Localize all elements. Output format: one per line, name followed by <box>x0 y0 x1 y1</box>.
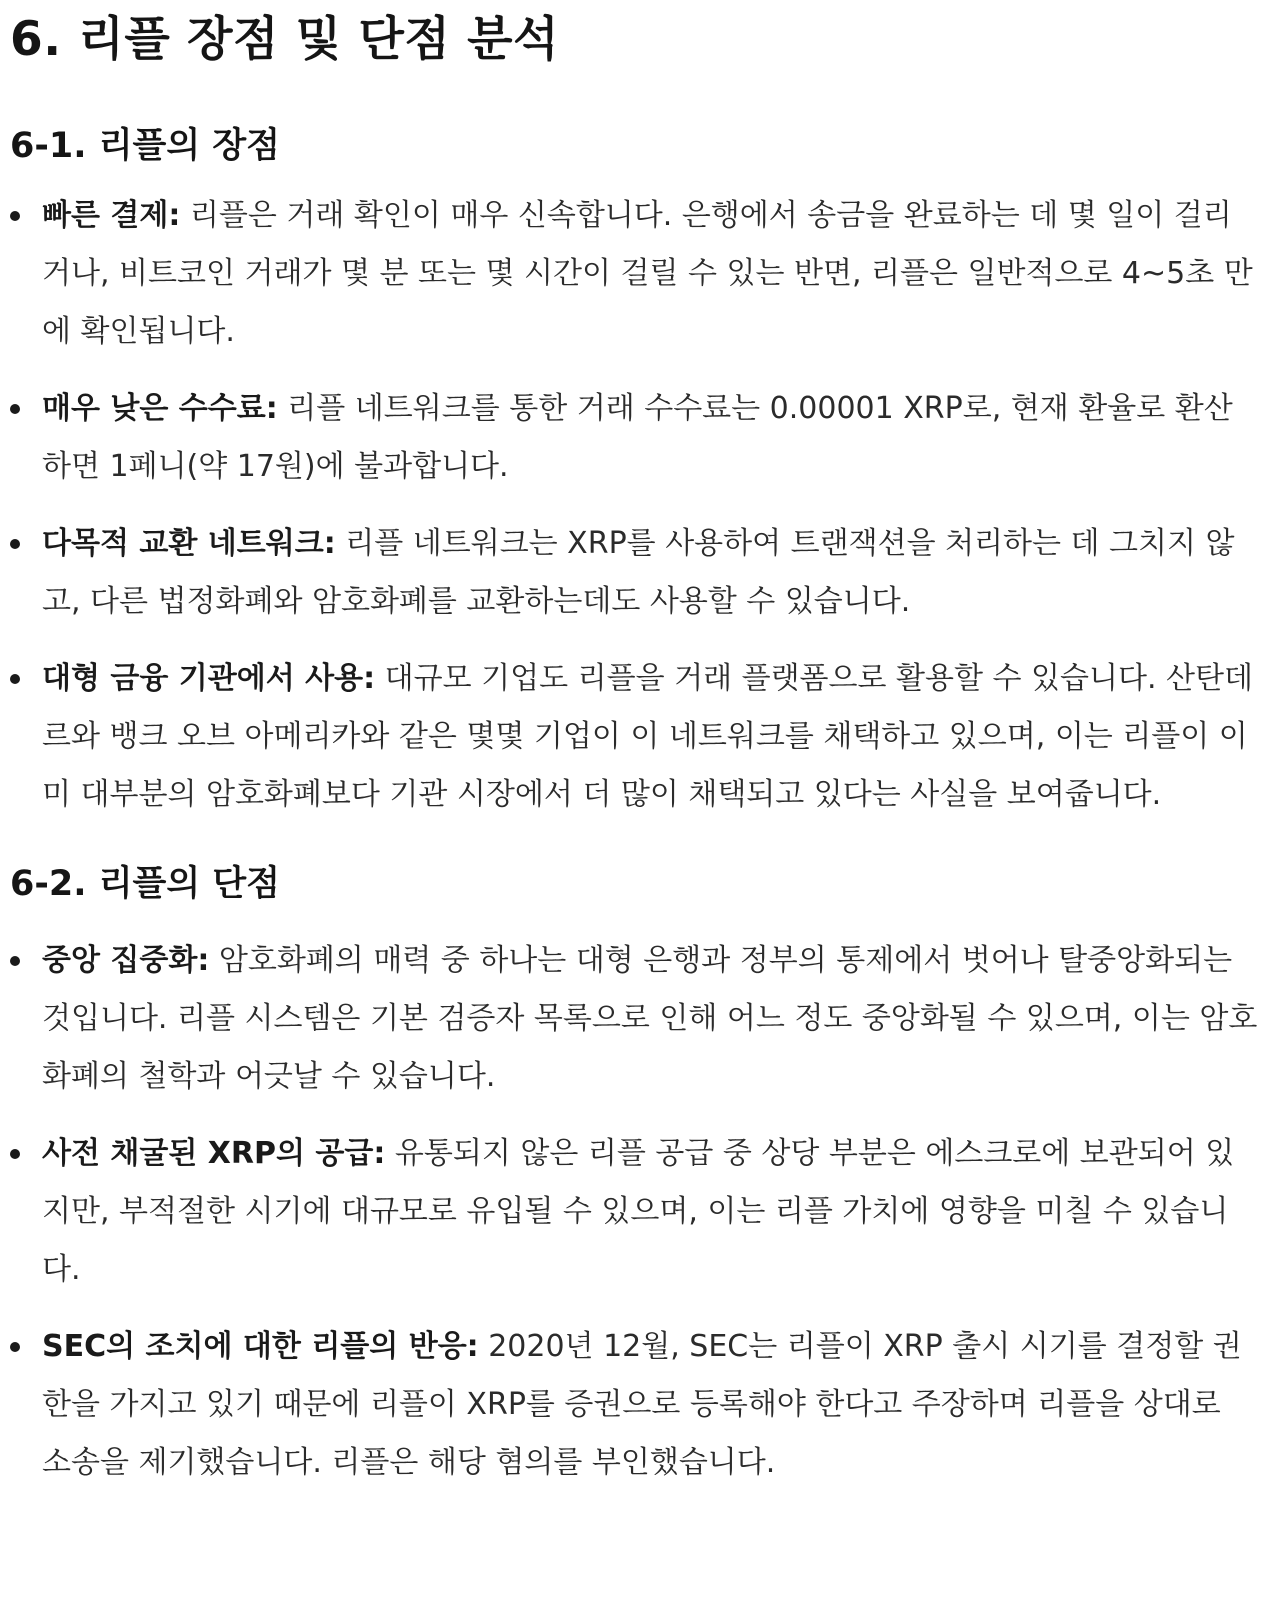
list-item <box>10 515 1259 631</box>
bullet-icon <box>10 539 20 549</box>
section-heading-advantages: 6-1. 리플의 장점 <box>10 126 280 166</box>
list-item <box>10 932 1259 1106</box>
advantages-list <box>10 187 1259 824</box>
list-item <box>10 1318 1259 1492</box>
list-item <box>10 380 1259 496</box>
bullet-icon <box>10 404 20 414</box>
item-text: 리플은 거래 확인이 매우 신속합니다. 은행에서 송금을 완료하는 데 몇 일이 걸리거나, 비트코인 거래가 몇 분 또는 몇 시간이 걸릴 수 있는 반면, 리플은 일반적으로 4~5초 만에 확인됩니다. <box>42 198 1253 349</box>
list-item <box>10 650 1259 824</box>
page-title: 6. 리플 장점 및 단점 분석 <box>10 12 559 67</box>
item-term: 빠른 결제: <box>42 198 181 233</box>
item-term: 대형 금융 기관에서 사용: <box>42 661 376 696</box>
disadvantages-list <box>10 932 1259 1492</box>
bullet-icon <box>10 674 20 684</box>
item-term: 다목적 교환 네트워크: <box>42 526 336 561</box>
list-item <box>10 187 1259 361</box>
item-text: 암호화폐의 매력 중 하나는 대형 은행과 정부의 통제에서 벗어나 탈중앙화되는 것입니다. 리플 시스템은 기본 검증자 목록으로 인해 어느 정도 중앙화될 수 있으며, 이는 암호화폐의 철학과 어긋날 수 있습니다. <box>42 943 1258 1094</box>
item-term: 중앙 집중화: <box>42 943 210 978</box>
item-text: 유통되지 않은 리플 공급 중 상당 부분은 에스크로에 보관되어 있지만, 부적절한 시기에 대규모로 유입될 수 있으며, 이는 리플 가치에 영향을 미칠 수 있습니다. <box>42 1136 1235 1287</box>
item-text: 대규모 기업도 리플을 거래 플랫폼으로 활용할 수 있습니다. 산탄데르와 뱅크 오브 아메리카와 같은 몇몇 기업이 이 네트워크를 채택하고 있으며, 이는 리플이 이미 대부분의 암호화폐보다 기관 시장에서 더 많이 채택되고 있다는 사실을 보여줍니다. <box>42 661 1253 812</box>
bullet-icon <box>10 1342 20 1352</box>
item-text: 리플 네트워크는 XRP를 사용하여 트랜잭션을 처리하는 데 그치지 않고, 다른 법정화폐와 암호화폐를 교환하는데도 사용할 수 있습니다. <box>42 526 1235 619</box>
item-term: 사전 채굴된 XRP의 공급: <box>42 1136 386 1171</box>
bullet-icon <box>10 956 20 966</box>
item-term: SEC의 조치에 대한 리플의 반응: <box>42 1329 479 1364</box>
item-text: 2020년 12월, SEC는 리플이 XRP 출시 시기를 결정할 권한을 가지고 있기 때문에 리플이 XRP를 증권으로 등록해야 한다고 주장하며 리플을 상대로 소송을 제기했습니다. 리플은 해당 혐의를 부인했습니다. <box>42 1329 1242 1480</box>
section-heading-disadvantages: 6-2. 리플의 단점 <box>10 864 280 904</box>
item-term: 매우 낮은 수수료: <box>42 391 278 426</box>
list-item <box>10 1125 1259 1299</box>
item-text: 리플 네트워크를 통한 거래 수수료는 0.00001 XRP로, 현재 환율로 환산하면 1페니(약 17원)에 불과합니다. <box>42 391 1233 484</box>
bullet-icon <box>10 211 20 221</box>
bullet-icon <box>10 1149 20 1159</box>
